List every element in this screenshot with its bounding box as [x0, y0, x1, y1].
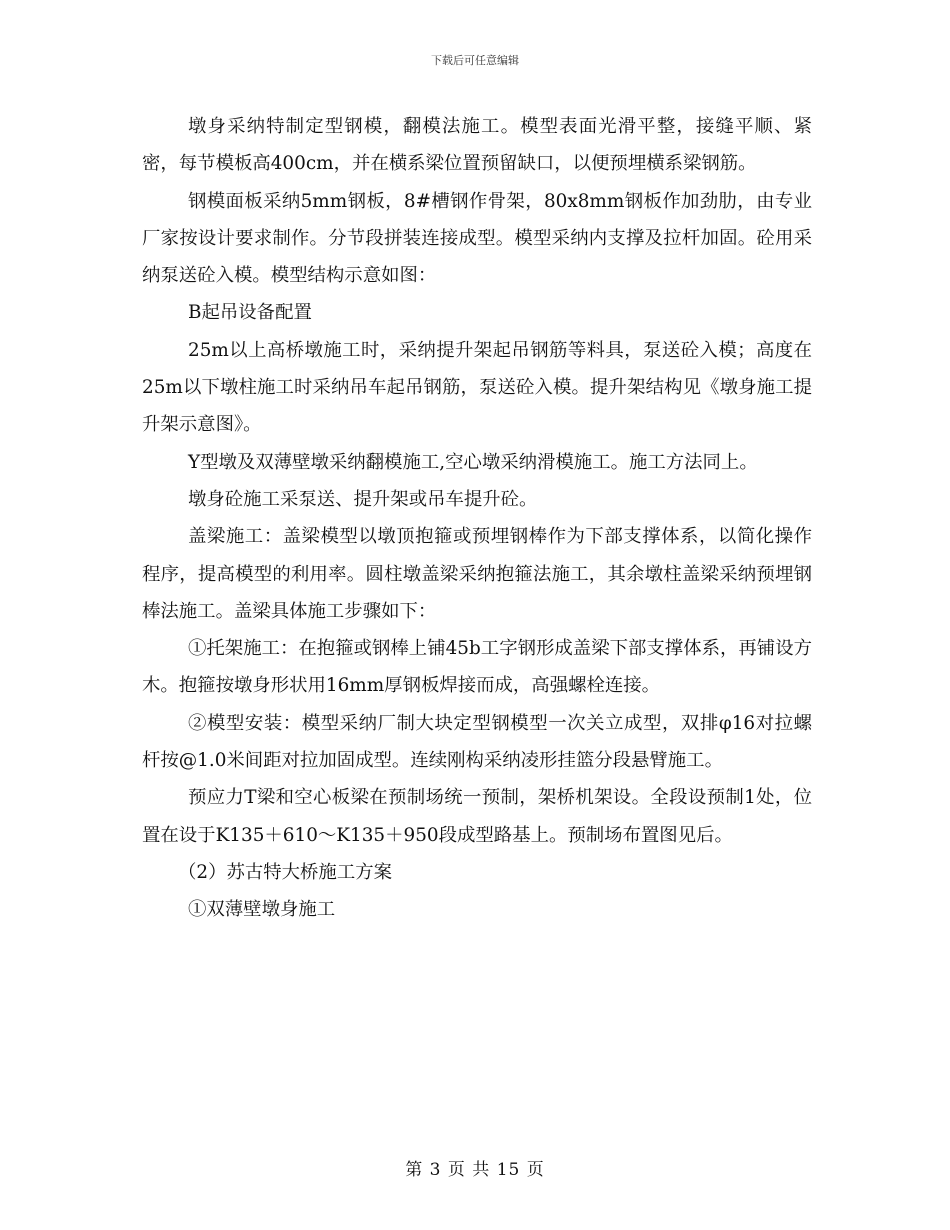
- document-body: [142, 108, 812, 929]
- paragraph-pier-formwork: 墩身采纳特制定型钢模，翻模法施工。模型表面光滑平整，接缝平顺、紧密，每节模板高400cm，并在横系梁位置预留缺口，以便预埋横系梁钢筋。: [142, 116, 812, 175]
- page-header: 下载后可任意编辑: [431, 54, 519, 67]
- paragraph-steel-form-panel: 钢模面板采纳5mm钢板，8#槽钢作骨架，80x8mm钢板作加劲肋，由专业厂家按设计要求制作。分节段拼装连接成型。模型采纳内支撑及拉杆加固。砼用采纳泵送砼入模。模型结构示意如图：: [142, 190, 812, 287]
- section-heading-sugu-bridge: （2）苏古特大桥施工方案: [178, 861, 392, 883]
- paragraph-lifting-equipment: 25m以上高桥墩施工时，采纳提升架起吊钢筋等料具，泵送砼入模；高度在25m以下墩柱施工时采纳吊车起吊钢筋，泵送砼入模。提升架结构见《墩身施工提升架示意图》。: [142, 339, 812, 436]
- paragraph-lifting-heading: B起吊设备配置: [188, 302, 312, 324]
- paragraph-concrete-pumping: 墩身砼施工采泵送、提升架或吊车提升砼。: [188, 488, 538, 510]
- paragraph-cap-beam: 盖梁施工：盖梁模型以墩顶抱箍或预埋钢棒作为下部支撑体系，以简化操作程序，提高模型的利用率。圆柱墩盖梁采纳抱箍法施工，其余墩柱盖梁采纳预埋钢棒法施工。盖梁具体施工步骤如下：: [142, 526, 812, 622]
- paragraph-y-pier: Y型墩及双薄壁墩采纳翻模施工,空心墩采纳滑模施工。施工方法同上。: [188, 451, 758, 473]
- paragraph-form-installation: ②模型安装：模型采纳厂制大块定型钢模型一次关立成型，双排φ16对拉螺杆按@1.0米间距对拉加固成型。连续刚构采纳凌形挂篮分段悬臂施工。: [142, 712, 812, 772]
- paragraph-bracket-construction: ①托架施工：在抱箍或钢棒上铺45b工字钢形成盖梁下部支撑体系，再铺设方木。抱箍按墩身形状用16mm厚钢板焊接而成，高强螺栓连接。: [142, 638, 812, 697]
- page-footer: 第 3 页 共 15 页: [405, 1160, 545, 1180]
- subsection-heading-double-wall-pier: ①双薄壁墩身施工: [188, 899, 336, 921]
- paragraph-prestressed-beam: 预应力T梁和空心板梁在预制场统一预制，架桥机架设。全段设预制1处，位置在设于K135＋610～K135＋950段成型路基上。预制场布置图见后。: [142, 787, 812, 846]
